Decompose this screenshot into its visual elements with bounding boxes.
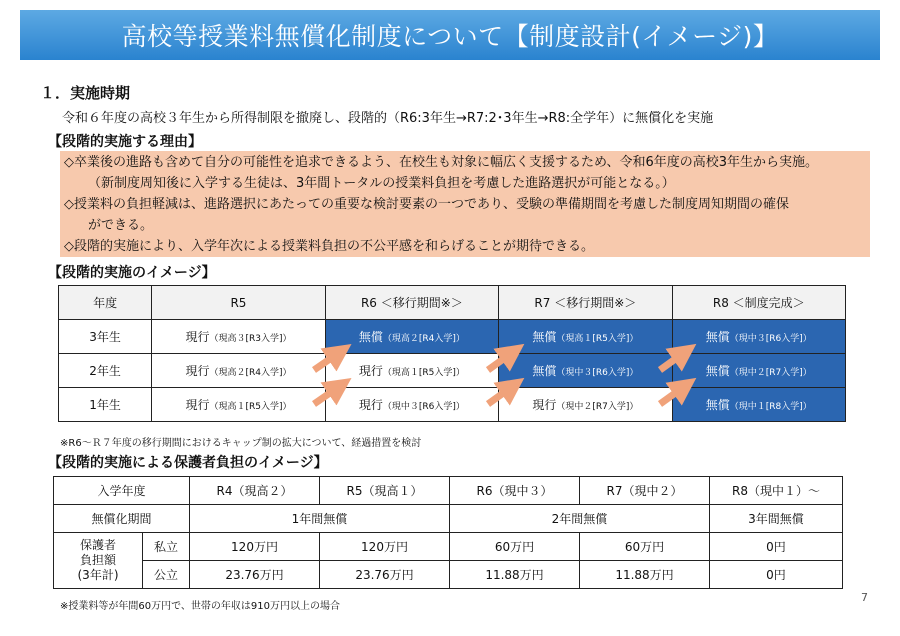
- status-cell: 無償（現中３[R6入学]）: [672, 320, 845, 354]
- status-cell: 現行（現高２[R4入学]）: [152, 354, 325, 388]
- reasons-box: [60, 151, 870, 257]
- status-cell: 現行（現高３[R3入学]）: [152, 320, 325, 354]
- row-label: 保護者 負担額 (3年計): [54, 533, 143, 589]
- header-cell: R6 ＜移行期間※＞: [325, 286, 498, 320]
- table-row: [59, 354, 846, 388]
- period-cell: 2年間無償: [450, 505, 710, 533]
- reason-item: （新制度周知後に入学する生徒は、3年間トータルの授業料負担を考慮した進路選択が可能となる。）: [88, 176, 675, 191]
- page-number: 7: [861, 591, 868, 604]
- header-cell: R6（現中３）: [450, 477, 580, 505]
- grade-cell: 3年生: [59, 320, 152, 354]
- value-cell: 23.76万円: [320, 561, 450, 589]
- table-row: [54, 561, 843, 589]
- value-cell: 23.76万円: [190, 561, 320, 589]
- image1-heading: 【段階的実施のイメージ】: [48, 265, 216, 281]
- row-label: 私立: [143, 533, 190, 561]
- section-description: 令和６年度の高校３年生から所得制限を撤廃し、段階的（R6:3年生→R7:2･3年生→R8:全学年）に無償化を実施: [62, 111, 714, 126]
- row-label: 無償化期間: [54, 505, 190, 533]
- header-cell: 入学年度: [54, 477, 190, 505]
- period-cell: 1年間無償: [190, 505, 450, 533]
- section-heading: １．実施時期: [40, 84, 131, 102]
- table-row: [59, 320, 846, 354]
- status-cell: 無償（現中２[R7入学]）: [672, 354, 845, 388]
- table-note: ※R6～Ｒ７年度の移行期間におけるキャップ制の拡大について、経過措置を検討: [60, 438, 422, 449]
- status-cell: 現行（現中３[R6入学]）: [325, 388, 498, 422]
- reason-item: ◇授業料の負担軽減は、進路選択にあたっての重要な検討要素の一つであり、受験の準備期間を考慮した制度周知期間の確保: [64, 197, 789, 212]
- grade-cell: 2年生: [59, 354, 152, 388]
- burden-table: [53, 476, 843, 589]
- image2-heading: 【段階的実施による保護者負担のイメージ】: [48, 455, 328, 471]
- value-cell: 60万円: [450, 533, 580, 561]
- phase-table: [58, 285, 846, 422]
- table-row: [54, 505, 843, 533]
- header-cell: R8 ＜制度完成＞: [672, 286, 845, 320]
- reason-item: ◇卒業後の進路も含めて自分の可能性を追求できるよう、在校生も対象に幅広く支援するため、令和6年度の高校3年生から実施。: [64, 155, 819, 170]
- status-cell: 無償（現高１[R5入学]）: [499, 320, 672, 354]
- value-cell: 120万円: [190, 533, 320, 561]
- value-cell: 11.88万円: [580, 561, 710, 589]
- table-note: ※授業料等が年間60万円で、世帯の年収は910万円以上の場合: [60, 601, 340, 612]
- page-title: 高校等授業料無償化制度について【制度設計(イメージ)】: [20, 10, 880, 60]
- header-cell: R5（現高１）: [320, 477, 450, 505]
- table-row: [54, 533, 843, 561]
- value-cell: 11.88万円: [450, 561, 580, 589]
- row-label: 公立: [143, 561, 190, 589]
- value-cell: 60万円: [580, 533, 710, 561]
- header-cell: R7 ＜移行期間※＞: [499, 286, 672, 320]
- table-row: [54, 477, 843, 505]
- header-cell: R4（現高２）: [190, 477, 320, 505]
- reason-item: ができる。: [88, 218, 154, 233]
- grade-cell: 1年生: [59, 388, 152, 422]
- status-cell: 無償（現中３[R6入学]）: [499, 354, 672, 388]
- value-cell: 0円: [710, 561, 843, 589]
- status-cell: 無償（現高２[R4入学]）: [325, 320, 498, 354]
- status-cell: 現行（現中２[R7入学]）: [499, 388, 672, 422]
- value-cell: 0円: [710, 533, 843, 561]
- value-cell: 120万円: [320, 533, 450, 561]
- header-cell: R5: [152, 286, 325, 320]
- header-cell: R7（現中２）: [580, 477, 710, 505]
- period-cell: 3年間無償: [710, 505, 843, 533]
- reason-item: ◇段階的実施により、入学年次による授業料負担の不公平感を和らげることが期待できる。: [64, 239, 594, 254]
- table-row: [59, 388, 846, 422]
- header-cell: R8（現中１）～: [710, 477, 843, 505]
- status-cell: 現行（現高１[R5入学]）: [152, 388, 325, 422]
- reasons-heading: 【段階的実施する理由】: [48, 134, 202, 150]
- header-cell: 年度: [59, 286, 152, 320]
- status-cell: 無償（現中１[R8入学]）: [672, 388, 845, 422]
- table-header-row: [59, 286, 846, 320]
- status-cell: 現行（現高１[R5入学]）: [325, 354, 498, 388]
